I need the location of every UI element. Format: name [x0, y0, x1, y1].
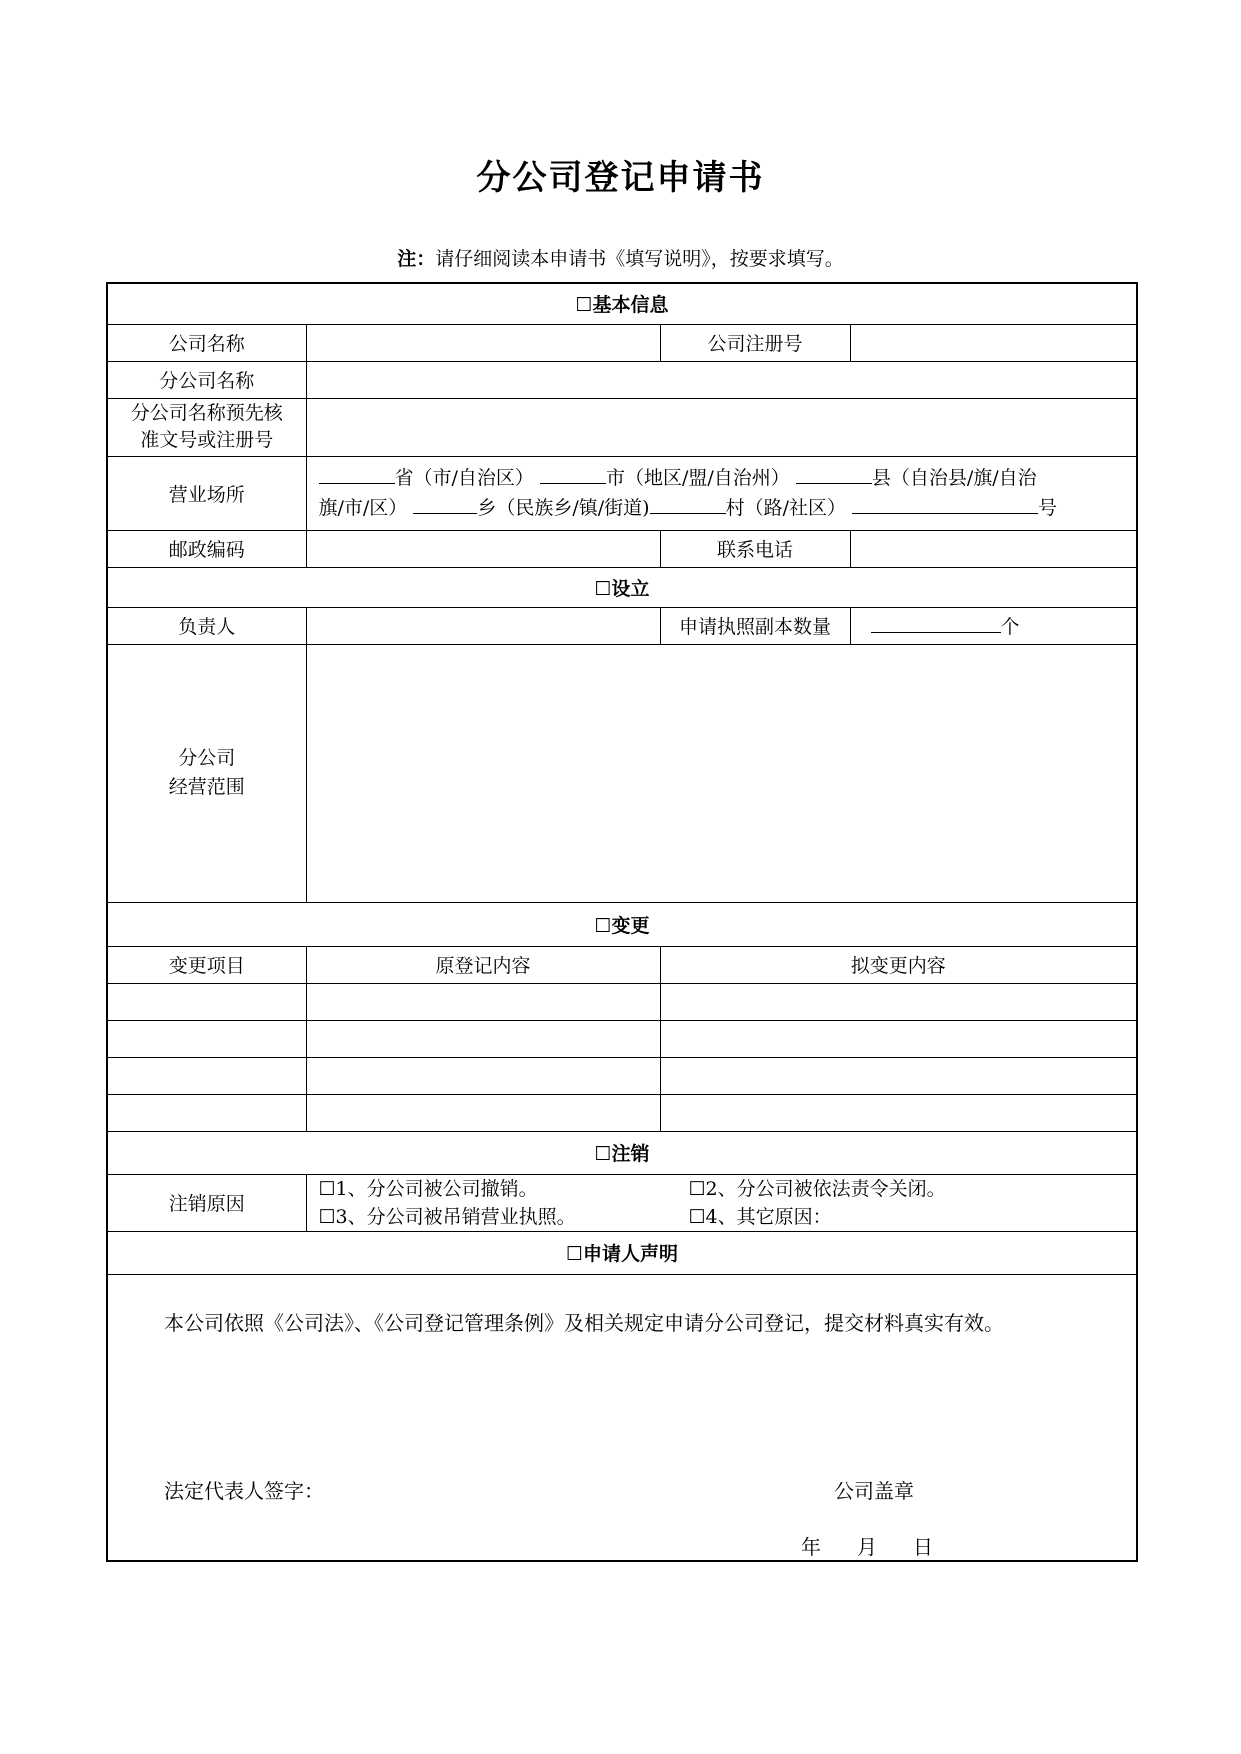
new-content-cell[interactable]	[660, 1094, 1137, 1131]
legal-rep-signature[interactable]: 法定代表人签字：	[164, 1478, 324, 1503]
date-year: 年	[801, 1534, 821, 1559]
fill-note	[0, 244, 1241, 271]
date-day: 日	[913, 1534, 933, 1559]
declaration-statement: 本公司依照《公司法》、《公司登记管理条例》及相关规定申请分公司登记，提交材料真实有效。	[164, 1310, 1004, 1335]
village-blank[interactable]	[650, 495, 726, 514]
license-copies-label: 申请执照副本数量	[660, 607, 850, 644]
new-content-cell[interactable]	[660, 1057, 1137, 1094]
number-blank[interactable]	[852, 495, 1038, 514]
county-text-2: 旗/市/区）	[318, 497, 408, 519]
declaration-body	[107, 1274, 1137, 1561]
license-copies-unit: 个	[1000, 616, 1020, 638]
province-text: 省（市/自治区）	[394, 467, 534, 489]
cancel-option-4[interactable]: ☐4、其它原因：	[688, 1205, 832, 1228]
pre-approval-label	[107, 398, 306, 456]
pre-approval-label-line2: 准文号或注册号	[140, 429, 274, 451]
date-month: 月	[857, 1534, 877, 1559]
change-item-cell[interactable]	[107, 1020, 306, 1057]
note-text: 请仔细阅读本申请书《填写说明》，按要求填写。	[435, 248, 844, 270]
license-copies-field[interactable]	[850, 607, 1137, 644]
postal-code-label: 邮政编码	[107, 530, 306, 567]
business-scope-label-line2: 经营范围	[168, 776, 245, 798]
change-item-cell[interactable]	[107, 983, 306, 1020]
company-name-field[interactable]	[306, 324, 660, 361]
section-establish[interactable]: ☐设立	[107, 567, 1137, 607]
business-place-label: 营业场所	[107, 456, 306, 530]
company-seal: 公司盖章	[834, 1478, 914, 1503]
section-cancel[interactable]: ☐注销	[107, 1131, 1137, 1174]
city-text: 市（地区/盟/自治州）	[605, 467, 790, 489]
cancel-option-2[interactable]: ☐2、分公司被依法责令关闭。	[688, 1177, 946, 1200]
original-content-cell[interactable]	[306, 1020, 660, 1057]
person-in-charge-field[interactable]	[306, 607, 660, 644]
phone-field[interactable]	[850, 530, 1137, 567]
cancel-reason-options	[306, 1174, 1137, 1231]
county-blank[interactable]	[796, 465, 872, 484]
new-content-cell[interactable]	[660, 983, 1137, 1020]
declaration-date[interactable]	[801, 1531, 969, 1560]
new-content-header: 拟变更内容	[660, 946, 1137, 983]
change-item-cell[interactable]	[107, 1094, 306, 1131]
county-text: 县（自治县/旗/自治	[871, 467, 1037, 489]
phone-label: 联系电话	[660, 530, 850, 567]
application-form	[106, 282, 1138, 1562]
number-text: 号	[1038, 497, 1058, 519]
note-label: 注：	[397, 248, 436, 270]
cancel-option-3[interactable]: ☐3、分公司被吊销营业执照。	[318, 1205, 576, 1228]
business-scope-field[interactable]	[306, 644, 1137, 902]
business-scope-label-line1: 分公司	[178, 747, 236, 769]
person-in-charge-label: 负责人	[107, 607, 306, 644]
cancel-reason-label: 注销原因	[107, 1174, 306, 1231]
original-content-cell[interactable]	[306, 1057, 660, 1094]
cancel-option-1[interactable]: ☐1、分公司被公司撤销。	[318, 1177, 538, 1200]
original-content-cell[interactable]	[306, 1094, 660, 1131]
license-copies-blank[interactable]	[871, 614, 1001, 633]
company-name-label: 公司名称	[107, 324, 306, 361]
section-change[interactable]: ☐变更	[107, 902, 1137, 946]
business-place-address[interactable]	[306, 456, 1137, 530]
section-basic-info[interactable]: ☐基本信息	[107, 283, 1137, 324]
postal-code-field[interactable]	[306, 530, 660, 567]
section-declaration[interactable]: ☐申请人声明	[107, 1231, 1137, 1274]
change-item-cell[interactable]	[107, 1057, 306, 1094]
town-blank[interactable]	[413, 495, 477, 514]
village-text: 村（路/社区）	[725, 497, 846, 519]
province-blank[interactable]	[319, 465, 395, 484]
branch-name-field[interactable]	[306, 361, 1137, 398]
town-text: 乡（民族乡/镇/街道)	[477, 497, 650, 519]
original-content-cell[interactable]	[306, 983, 660, 1020]
pre-approval-field[interactable]	[306, 398, 1137, 456]
original-content-header: 原登记内容	[306, 946, 660, 983]
city-blank[interactable]	[540, 465, 606, 484]
business-scope-label	[107, 644, 306, 902]
new-content-cell[interactable]	[660, 1020, 1137, 1057]
pre-approval-label-line1: 分公司名称预先核	[130, 402, 283, 424]
branch-name-label: 分公司名称	[107, 361, 306, 398]
company-reg-no-field[interactable]	[850, 324, 1137, 361]
company-reg-no-label: 公司注册号	[660, 324, 850, 361]
change-item-header: 变更项目	[107, 946, 306, 983]
document-title: 分公司登记申请书	[476, 158, 765, 198]
